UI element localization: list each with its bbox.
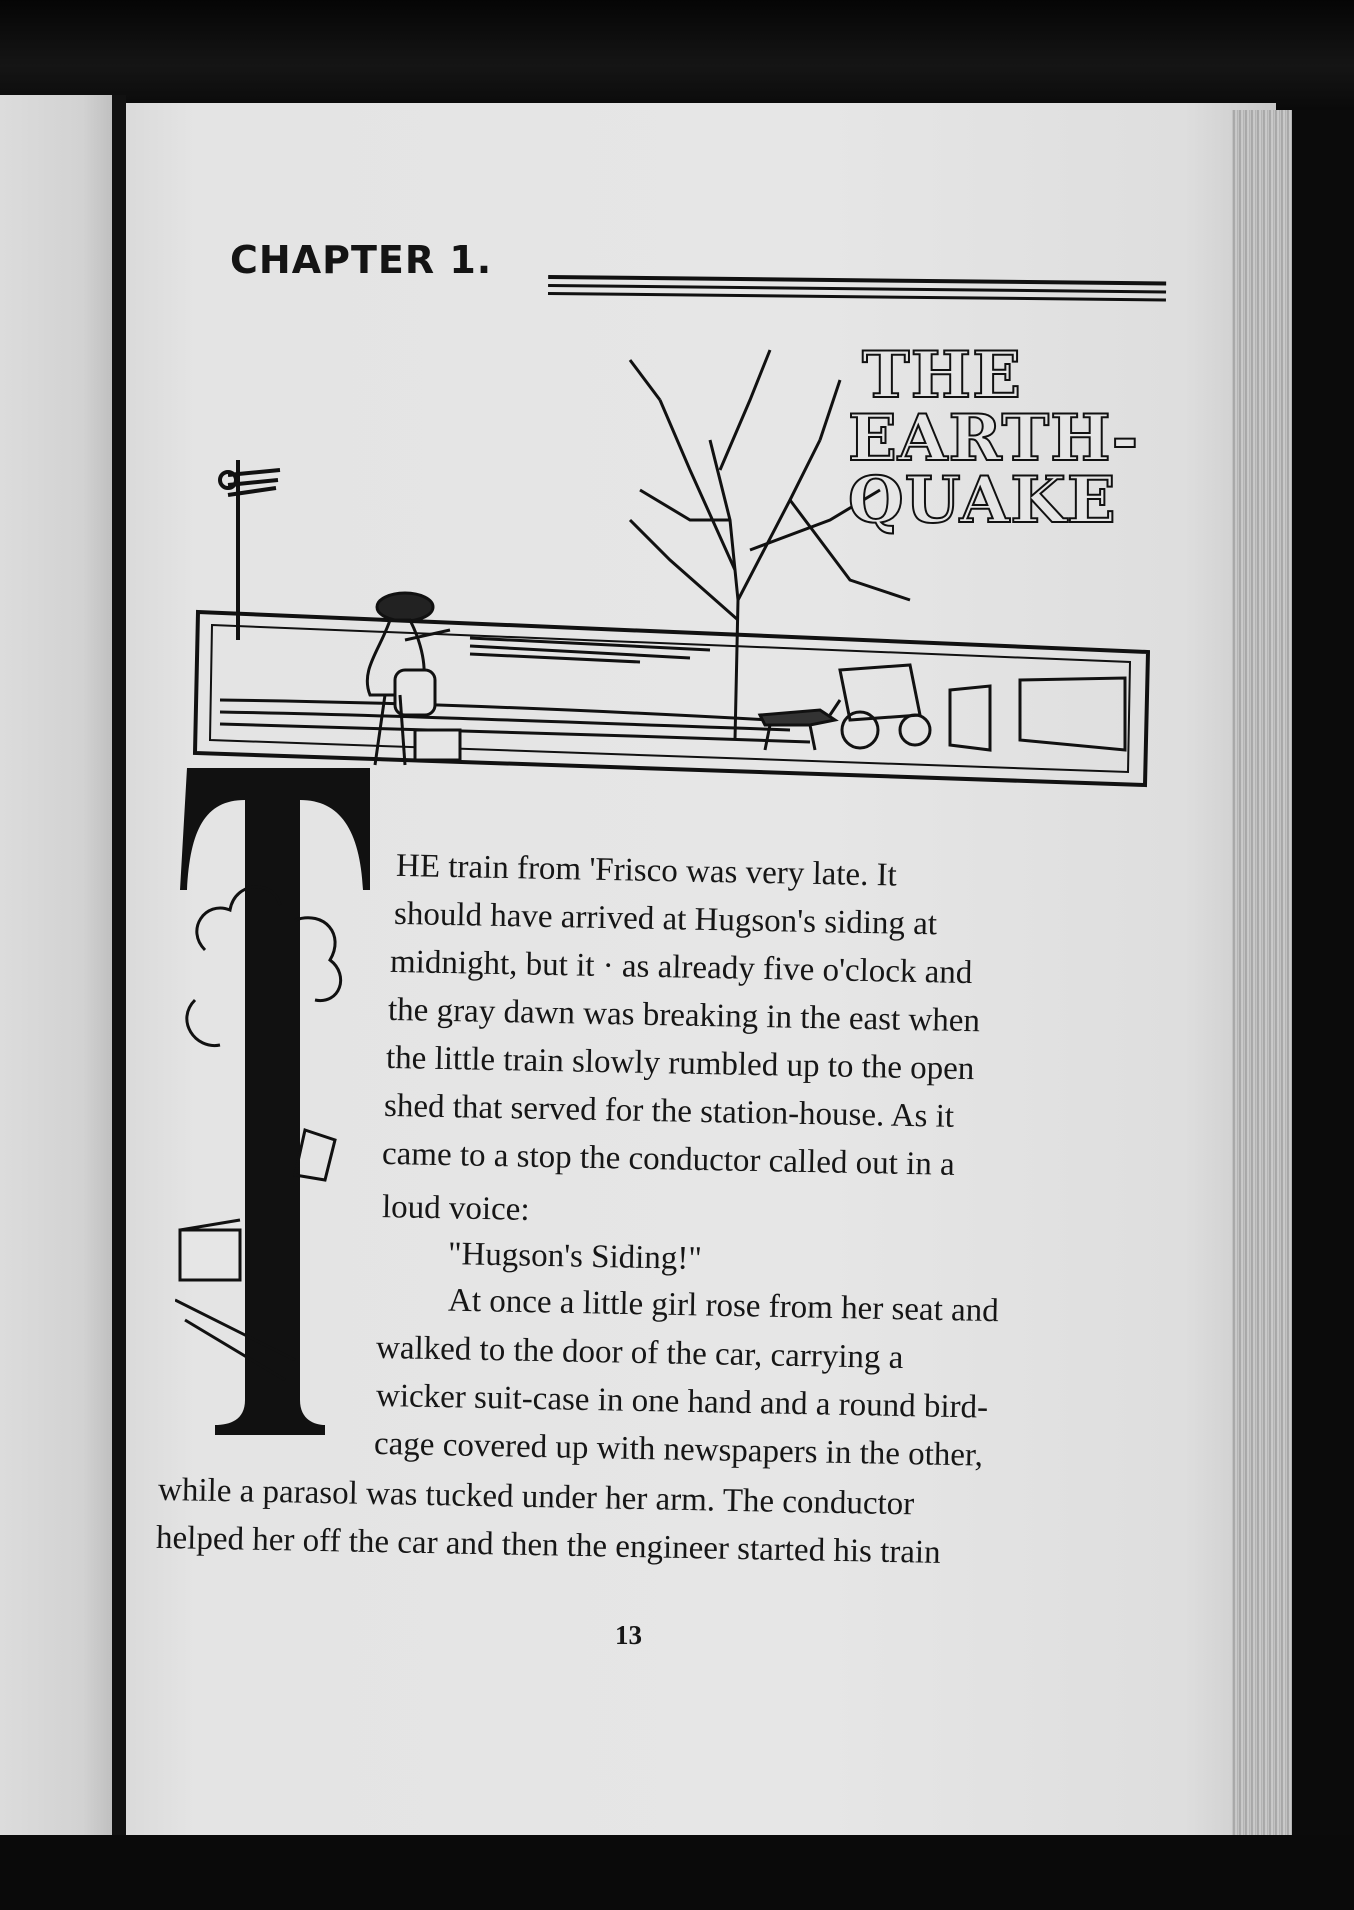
body-line: should have arrived at Hugson's siding at xyxy=(393,895,938,943)
body-line: "Hugson's Siding!" xyxy=(447,1236,703,1277)
body-line: helped her off the car and then the engineer started his train xyxy=(155,1519,941,1571)
body-line: walked to the door of the car, carrying a xyxy=(375,1329,904,1377)
dropcap-illustration xyxy=(175,760,375,1440)
scan-bottom-border xyxy=(0,1835,1354,1910)
page-number: 13 xyxy=(615,1620,642,1650)
chapter-title-line-1: THE xyxy=(862,338,1022,413)
horse-and-buggy xyxy=(760,665,930,750)
chapter-heading-rule xyxy=(548,275,1166,317)
scan-top-border xyxy=(0,0,1354,110)
body-line: midnight, but it · as already five o'clock and xyxy=(389,943,973,992)
landscape-lines xyxy=(220,638,1125,750)
body-line: while a parasol was tucked under her arm. The conductor xyxy=(157,1471,915,1523)
chapter-title-line-2: EARTH- xyxy=(848,400,1140,476)
body-line: came to a stop the conductor called out in a xyxy=(381,1135,956,1183)
body-line: HE train from 'Frisco was very late. It xyxy=(395,847,898,894)
body-line: loud voice: xyxy=(381,1189,530,1228)
body-line: the little train slowly rumbled up to the open xyxy=(385,1039,975,1088)
body-line: At once a little girl rose from her seat and xyxy=(447,1282,1000,1330)
body-line: cage covered up with newspapers in the other, xyxy=(373,1425,984,1474)
body-line: shed that served for the station-house. As it xyxy=(383,1087,955,1135)
page-edge-stack xyxy=(1232,110,1292,1840)
body-line: wicker suit-case in one hand and a round bird- xyxy=(375,1377,989,1426)
facing-page-edge xyxy=(0,95,118,1835)
chapter-heading: CHAPTER 1. xyxy=(230,238,493,282)
chapter-title-line-3: QUAKE xyxy=(848,463,1117,539)
body-line: the gray dawn was breaking in the east when xyxy=(387,991,981,1040)
book-gutter xyxy=(112,95,126,1835)
chapter-title-art xyxy=(848,338,1148,539)
